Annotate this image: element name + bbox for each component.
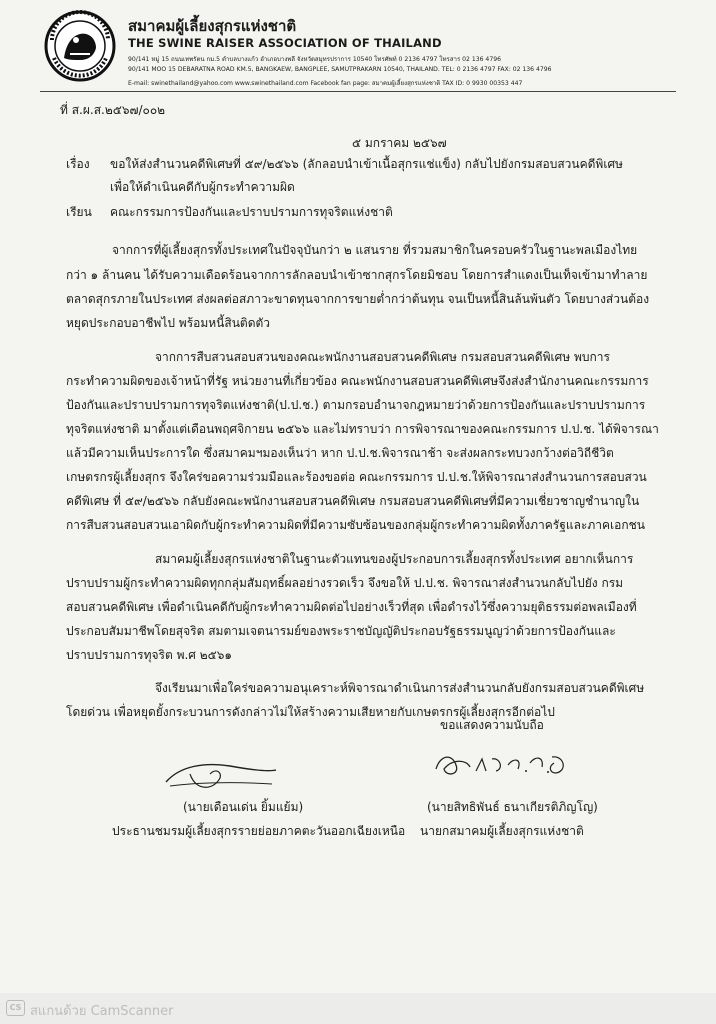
body-line: จากการที่ผู้เลี้ยงสุกรทั้งประเทศในปัจจุบันกว่า ๒ แสนราย ที่รวมสมาชิกในครอบครัวในฐานะพลเมืองไทย	[112, 243, 638, 257]
subject-line-1: ขอให้ส่งสำนวนคดีพิเศษที่ ๕๙/๒๕๖๖ (ลักลอบนำเข้าเนื้อสุกรแช่แข็ง) กลับไปยังกรมสอบสวนคดีพิเศษ	[110, 157, 623, 171]
signer-right-name: (นายสิทธิพันธ์ ธนาเกียรติภิญโญ)	[427, 800, 598, 814]
scanner-watermark-text: สแกนด้วย CamScanner	[30, 1004, 174, 1019]
signer-left-name: (นายเดือนเด่น ยิ้มแย้ม)	[183, 800, 304, 814]
body-line: จากการสืบสวนสอบสวนของคณะพนักงานสอบสวนคดีพิเศษ กรมสอบสวนคดีพิเศษ พบการ	[155, 350, 610, 364]
body-line: การสืบสวนสอบสวนเอาผิดกับผู้กระทำความผิดที่มีความซับซ้อนของกลุ่มผู้กระทำความผิดทั้งภาครัฐและภาคเอกชน	[66, 518, 645, 532]
body-line: โดยด่วน เพื่อหยุดยั้งกระบวนการดังกล่าวไม่ให้สร้างความเสียหายกับเกษตรกรผู้เลี้ยงสุกรอีกต่อไป	[66, 705, 555, 719]
body-line: กระทำความผิดของเจ้าหน้าที่รัฐ หน่วยงานที่เกี่ยวข้อง คณะพนักงานสอบสวนคดีพิเศษจึงส่งสำนักงานคณะกรรมการ	[66, 374, 649, 388]
body-line: ป้องกันและปราบปรามการทุจริตแห่งชาติ(ป.ป.ช.) ตามกรอบอำนาจกฎหมายว่าด้วยการป้องกันและปราบปรามการ	[66, 398, 646, 412]
subject-label: เรื่อง	[66, 157, 90, 171]
org-name-th: สมาคมผู้เลี้ยงสุกรแห่งชาติ	[128, 17, 297, 35]
org-name-en: THE SWINE RAISER ASSOCIATION OF THAILAND	[128, 36, 442, 50]
body-line: หยุดประกอบอาชีพไป พร้อมหนี้สินติดตัว	[66, 316, 271, 330]
letter-date: ๕ มกราคม ๒๕๖๗	[352, 136, 447, 150]
body-line: เกษตรกรผู้เลี้ยงสุกร จึงใคร่ขอความร่วมมือและร้องขอต่อ คณะกรรมการ ป.ป.ช.ให้พิจารณาส่งสำนวนการสอบสวน	[66, 470, 647, 484]
signer-left-position: ประธานชมรมผู้เลี้ยงสุกรรายย่อยภาคตะวันออกเฉียงเหนือ	[112, 824, 406, 838]
recipient-label: เรียน	[66, 205, 92, 219]
signature-left-icon	[160, 752, 280, 796]
subject-line-2: เพื่อให้ดำเนินคดีกับผู้กระทำความผิด	[110, 180, 295, 194]
body-line: ปราบปรามผู้กระทำความผิดทุกกลุ่มสัมฤทธิ์ผลอย่างรวดเร็ว จึงขอให้ ป.ป.ช. พิจารณาส่งสำนวนกลับไปยัง กรม	[66, 576, 624, 590]
body-line: แล้วมีความเห็นประการใด ซึ่งสมาคมฯมองเห็นว่า หาก ป.ป.ช.พิจารณาช้า จะส่งผลกระทบวงกว้างต่อวิถีชีวิต	[66, 446, 614, 460]
body-line: ทุจริตแห่งชาติ มาตั้งแต่เดือนพฤศจิกายน ๒๕๖๖ และไม่ทราบว่า การพิจารณาของคณะกรรมการ ป.ป.ช. ได้พิจารณา	[66, 422, 659, 436]
body-line: ตลาดสุกรภายในประเทศ ส่งผลต่อสภาวะขาดทุนจากการขายต่ำกว่าต้นทุน จนเป็นหนี้สินล้นพ้นตัว โดยบางส่วนต้อง	[66, 292, 650, 306]
address-line-th: 90/141 หมู่ 15 ถนนเทพรัตน กม.5 ตำบลบางแก้ว อำเภอบางพลี จังหวัดสมุทรปราการ 10540 โทรศัพท์ 0 2136 4797 โทรสาร 02 136 4796	[128, 56, 501, 63]
reference-number: ที่ ส.ผ.ส.๒๕๖๗/๐๐๒	[60, 103, 166, 117]
signer-right-position: นายกสมาคมผู้เลี้ยงสุกรแห่งชาติ	[420, 824, 584, 838]
signature-right-icon	[430, 745, 590, 785]
address-line-en: 90/141 MOO 15 DEBARATNA ROAD KM.5, BANGKAEW, BANGPLEE, SAMUTPRAKARN 10540, THAILAND. TEL: 0 2136 4797 FAX: 02 136 4796	[128, 66, 552, 73]
recipient: คณะกรรมการป้องกันและปราบปรามการทุจริตแห่งชาติ	[110, 205, 393, 219]
body-line: สอบสวนคดีพิเศษ เพื่อดำเนินคดีกับผู้กระทำความผิดต่อไปอย่างเร็วที่สุด เพื่อดำรงไว้ซึ่งความยุติธรรมต่อพลเมืองที่	[66, 600, 637, 614]
contact-line: E-mail: swinethailand@yahoo.com www.swinethailand.com Facebook fan page: สมาคมผู้เลี้ยงสุกรแห่งชาติ TAX ID: 0 9930 00353 447	[128, 80, 523, 87]
body-line: จึงเรียนมาเพื่อใคร่ขอความอนุเคราะห์พิจารณาดำเนินการส่งสำนวนกลับยังกรมสอบสวนคดีพิเศษ	[155, 681, 645, 695]
body-line: ปราบปรามการทุจริต พ.ศ ๒๕๖๑	[66, 648, 232, 662]
body-line: สมาคมผู้เลี้ยงสุกรแห่งชาติในฐานะตัวแทนของผู้ประกอบการเลี้ยงสุกรทั้งประเทศ อยากเห็นการ	[155, 552, 634, 566]
camscanner-icon: CS	[6, 1000, 25, 1016]
body-line: คดีพิเศษ ที่ ๕๙/๒๕๖๖ กลับยังคณะพนักงานสอบสวนคดีพิเศษ กรมสอบสวนคดีพิเศษที่มีความเชี่ยวชาญชำนาญใน	[66, 494, 640, 508]
closing-phrase: ขอแสดงความนับถือ	[440, 718, 544, 732]
header-divider	[40, 91, 676, 92]
association-logo-icon	[44, 10, 116, 82]
body-line: ประกอบสัมมาชีพโดยสุจริต สมตามเจตนารมย์ของพระราชบัญญัติประกอบรัฐธรรมนูญว่าด้วยการป้องกันและ	[66, 624, 616, 638]
body-line: กว่า ๑ ล้านคน ได้รับความเดือดร้อนจากการลักลอบนำเข้าซากสุกรโดยมิชอบ โดยการสำแดงเป็นเท็จเข้ามาทำลาย	[66, 268, 648, 282]
